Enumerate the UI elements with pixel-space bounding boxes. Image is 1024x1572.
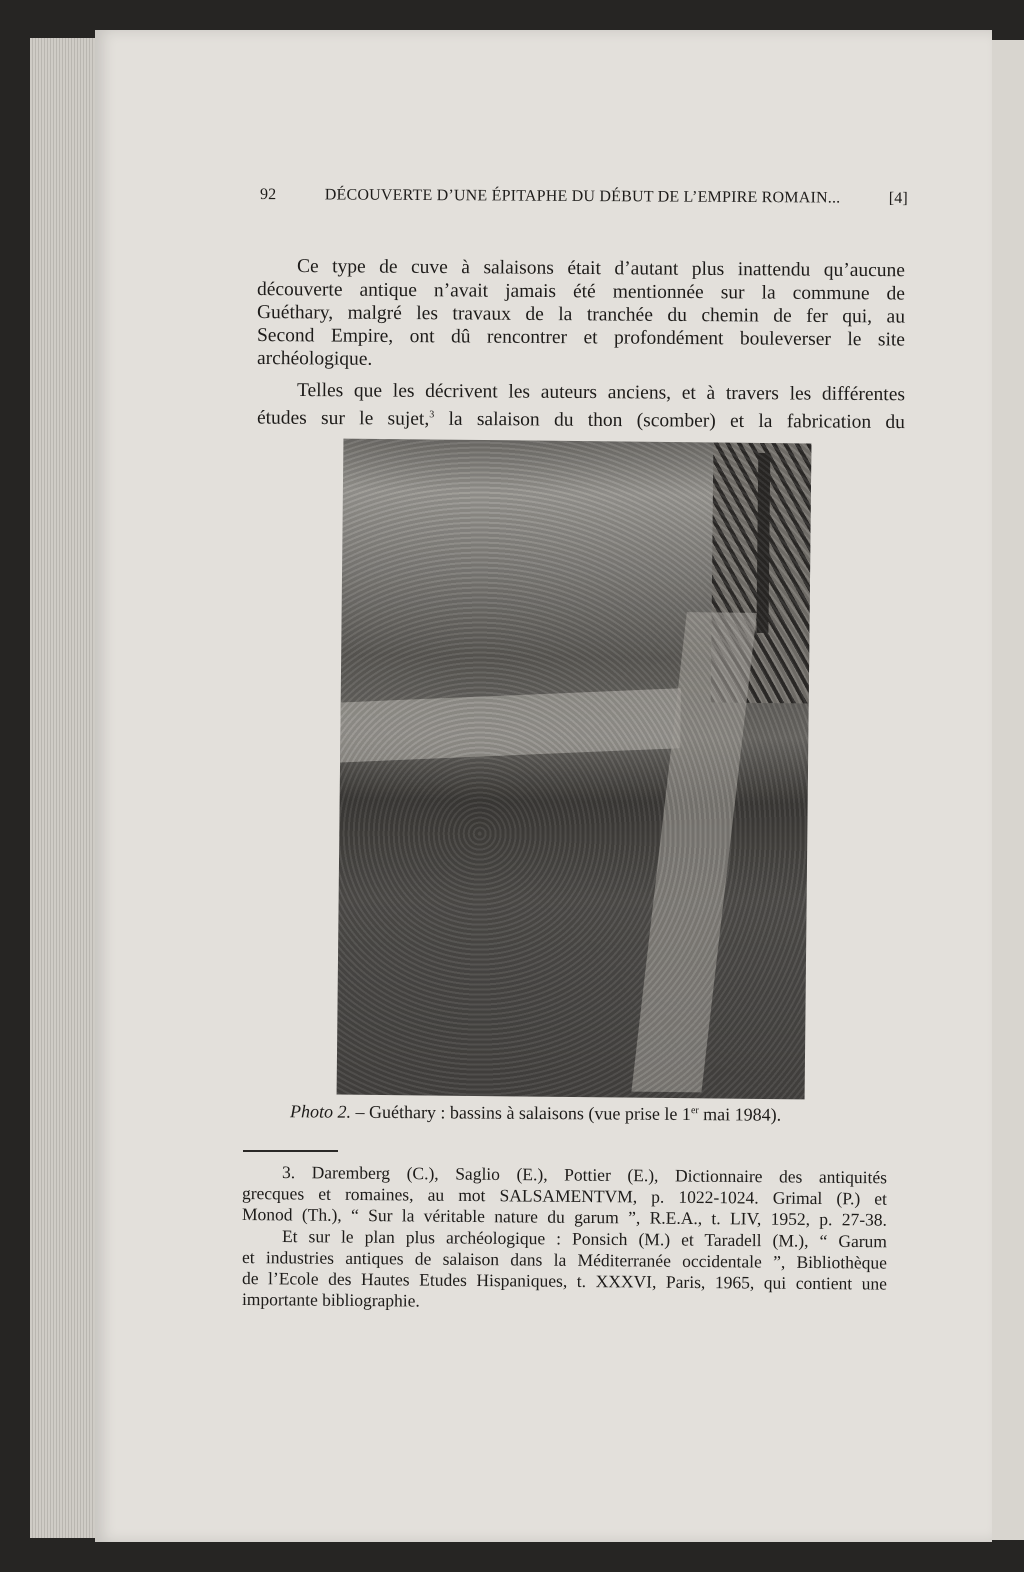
text-span: études sur le sujet, — [256, 407, 430, 430]
text-span: la salaison du thon (scomber) et la fabrication du — [448, 408, 906, 434]
photo-salting-basins — [337, 439, 812, 1100]
footnote-line: de l’Ecole des Hautes Etudes Hispaniques, t. XXXVI, Paris, 1965, qui contient une — [241, 1268, 888, 1294]
text-line: Telles que les décrivent les auteurs anciens, et à travers les différentes — [296, 380, 906, 406]
next-page-edge — [990, 40, 1024, 1540]
caption-label: Photo 2. — [289, 1101, 352, 1122]
footnote-line: Et sur le plan plus archéologique : Ponsich (M.) et Taradell (M.), “ Garum — [281, 1226, 888, 1252]
section-number: [4] — [888, 189, 909, 207]
footnote-line: Monod (Th.), “ Sur la véritable nature du garum ”, R.E.A., t. LIV, 1952, p. 27-38. — [241, 1204, 888, 1230]
photo-caption — [290, 1101, 781, 1125]
page-number: 92 — [259, 186, 277, 204]
footnote-line: importante bibliographie. — [241, 1289, 420, 1311]
caption-text: mai 1984). — [698, 1104, 782, 1125]
footnote-rule — [243, 1150, 338, 1152]
photo-texture — [337, 439, 812, 1100]
text-line: Guéthary, malgré les travaux de la tranchée du chemin de fer qui, au — [256, 302, 906, 328]
text-line: Ce type de cuve à salaisons était d’autant plus inattendu qu’aucune — [296, 256, 906, 282]
footnote-line: grecques et romaines, au mot SALSAMENTVM, p. 1022-1024. Grimal (P.) et — [241, 1183, 888, 1209]
text-line — [257, 403, 905, 434]
caption-sup: er — [690, 1105, 699, 1117]
footnote-ref[interactable]: 3 — [429, 409, 435, 421]
running-title: DÉCOUVERTE D’UNE ÉPITAPHE DU DÉBUT DE L’EMPIRE ROMAIN... — [324, 186, 841, 207]
text-line: Second Empire, ont dû rencontrer et profondément bouleverser le site — [256, 325, 906, 351]
text-line: découverte antique n’avait jamais été mentionnée sur la commune de — [256, 279, 906, 305]
footnote-line: 3. Daremberg (C.), Saglio (E.), Pottier (E.), Dictionnaire des antiquités — [281, 1162, 888, 1188]
text-line: archéologique. — [256, 348, 373, 370]
book-page-edges — [30, 38, 100, 1538]
footnote-line: et industries antiques de salaison dans la Méditerranée occidentale ”, Bibliothèque — [241, 1247, 888, 1273]
caption-text: – Guéthary : bassins à salaisons (vue prise le 1 — [350, 1101, 692, 1125]
